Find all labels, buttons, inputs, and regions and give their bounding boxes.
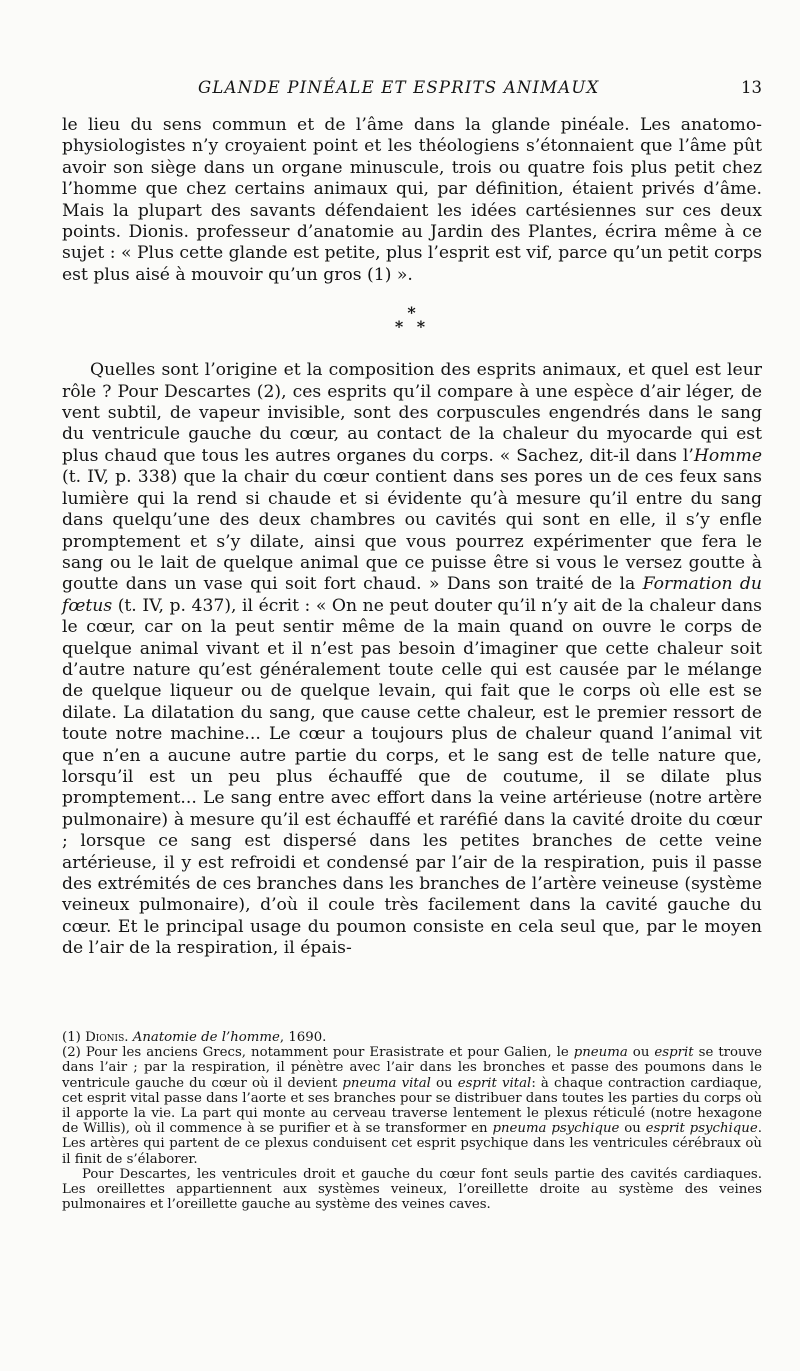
running-title: GLANDE PINÉALE ET ESPRITS ANIMAUX bbox=[198, 78, 600, 97]
paragraph-2-part-b: (t. IV, p. 338) que la chair du cœur contient dans ses pores un de ces feux sans lumière qui la rend si chaude et si évidente qu’à mesure qu’il entre du sang dans quelqu’une des deux chambres ou cavités qui sont en elle, il s’y enfle promptement et s’y dilate, ainsi que vous pourrez expérimenter que fera le sang ou le lait de quelque animal que ce puisse être si vous le versez goutte à goutte dans un vase qui soit fort chaud. » Dans son traité de la bbox=[62, 467, 762, 595]
footnote-1-author: Dionis bbox=[85, 1030, 125, 1045]
work-title-homme: Homme bbox=[693, 445, 762, 466]
footnote-2-term-pneuma-vital: pneuma vital bbox=[342, 1075, 431, 1091]
footnote-2 bbox=[62, 1045, 762, 1167]
paragraph-2 bbox=[62, 360, 762, 959]
footnotes bbox=[62, 1030, 762, 1212]
footnote-1-title: Anatomie de l’homme bbox=[132, 1030, 280, 1045]
footnote-2-term-pneuma: pneuma bbox=[573, 1045, 628, 1061]
footnote-1-separator: . bbox=[124, 1030, 133, 1045]
footnote-1 bbox=[62, 1030, 762, 1045]
work-title-formation-foetus: Formation du fœtus bbox=[62, 574, 763, 616]
footnote-2-part-a: (2) Pour les anciens Grecs, notamment pour Erasistrate et pour Galien, le bbox=[62, 1045, 574, 1061]
main-text bbox=[62, 115, 762, 960]
footnote-2-part-d: ou bbox=[430, 1075, 458, 1091]
footnote-2-part-f: ou bbox=[619, 1121, 646, 1137]
footnote-2-term-esprit-vital: esprit vital bbox=[457, 1075, 532, 1091]
paragraph-1: le lieu du sens commun et de l’âme dans la glande pinéale. Les anatomo-physiologistes n’y croyaient point et les théologiens s’étonnaient que l’âme pût avoir son siège dans un organe minuscule, trois ou quatre fois plus petit chez l’homme que chez certains animaux qui, par définition, étaient privés d’âme. Mais la plupart des savants défendaient les idées cartésiennes sur ces deux points. Dionis. professeur d’anatomie au Jardin des Plantes, écrira même à ce sujet : « Plus cette glande est petite, plus l’esprit est vif, parce qu’un petit corps est plus aisé à mouvoir qu’un gros (1) ». bbox=[62, 115, 763, 285]
asterism-bottom: * * bbox=[394, 317, 430, 337]
footnote-1-rest: , 1690. bbox=[279, 1030, 327, 1045]
footnote-3: Pour Descartes, les ventricules droit et gauche du cœur font seuls partie des cavités cardiaques. Les oreillettes appartiennent aux systèmes veineux, l’oreillette droite au système des veines pulmonaires et l’oreillette gauche au système des veines caves. bbox=[62, 1166, 762, 1213]
footnote-2-term-pneuma-psychique: pneuma psychique bbox=[492, 1121, 620, 1137]
footnote-2-term-esprit-psychique: esprit psychique bbox=[645, 1121, 758, 1137]
paragraph-2-part-c: (t. IV, p. 437), il écrit : « On ne peut douter qu’il n’y ait de la chaleur dans le cœur, car on la peut sentir même de la main quand on ouvre le corps de quelque animal vivant et il n’est pas besoin d’imaginer que cette chaleur soit d’autre nature qu’est généralement toute celle qui est causée par le mélange de quelque liqueur ou de quelque levain, qui fait que le corps où elle est se dilate. La dilatation du sang, que cause cette chaleur, est le premier ressort de toute notre machine... Le cœur a toujours plus de chaleur quand l’animal vit que n’en a aucune autre partie du corps, et le sang est de telle nature que, lorsqu’il est un peu plus échauffé que de coutume, il se dilate plus promptement... Le sang entre avec effort dans la veine artérieuse (notre artère pulmonaire) à mesure qu’il est échauffé et raréfié dans la cavité droite du cœur ; lorsque ce sang est dispersé dans les petites branches de cette veine artérieuse, il y est refroidi et condensé par l’air de la respiration, puis il passe des extrémités de ces branches dans les branches de l’artère veineuse (système veineux pulmonaire), d’où il coule très facilement dans la cavité gauche du cœur. Et le principal usage du poumon consiste en cela seul que, par le moyen de l’air de la respiration, il épais- bbox=[62, 595, 762, 959]
footnote-2-part-e: : à chaque contraction cardiaque, cet esprit vital passe dans l’aorte et ses branches pour se distribuer dans toutes les parties du corps où il apporte la vie. La part qui monte au cerveau traverse lentement le plexus réticulé (notre hexagone de Willis), où il commence à se purifier et à se transformer en bbox=[62, 1075, 762, 1137]
section-break-asterism bbox=[62, 303, 762, 337]
page-number: 13 bbox=[741, 78, 762, 97]
footnote-2-term-esprit: esprit bbox=[654, 1045, 694, 1061]
footnote-2-part-b: ou bbox=[627, 1045, 655, 1061]
page-header bbox=[62, 78, 762, 102]
asterism-top: * bbox=[407, 303, 417, 323]
footnote-2-part-g: . Les artères qui partent de ce plexus conduisent cet esprit psychique dans les ventricules cérébraux où il finit de s’élaborer. bbox=[62, 1121, 762, 1167]
footnote-1-number: (1) bbox=[62, 1030, 86, 1045]
footnote-2-part-c: se trouve dans l’air ; par la respiration, il pénètre avec l’air dans les bronches et passe des poumons dans le ventricule gauche du cœur où il devient bbox=[62, 1045, 762, 1091]
paragraph-2-part-a: Quelles sont l’origine et la composition des esprits animaux, et quel est leur rôle ? Pour Descartes (2), ces esprits qu’il compare à une espèce d’air léger, de vent subtil, de vapeur invisible, sont des corpuscules engendrés dans le sang du ventricule gauche du cœur, au contact de la chaleur du myocarde qui est plus chaud que tous les autres organes du corps. « Sachez, dit-il dans l’ bbox=[62, 360, 762, 466]
